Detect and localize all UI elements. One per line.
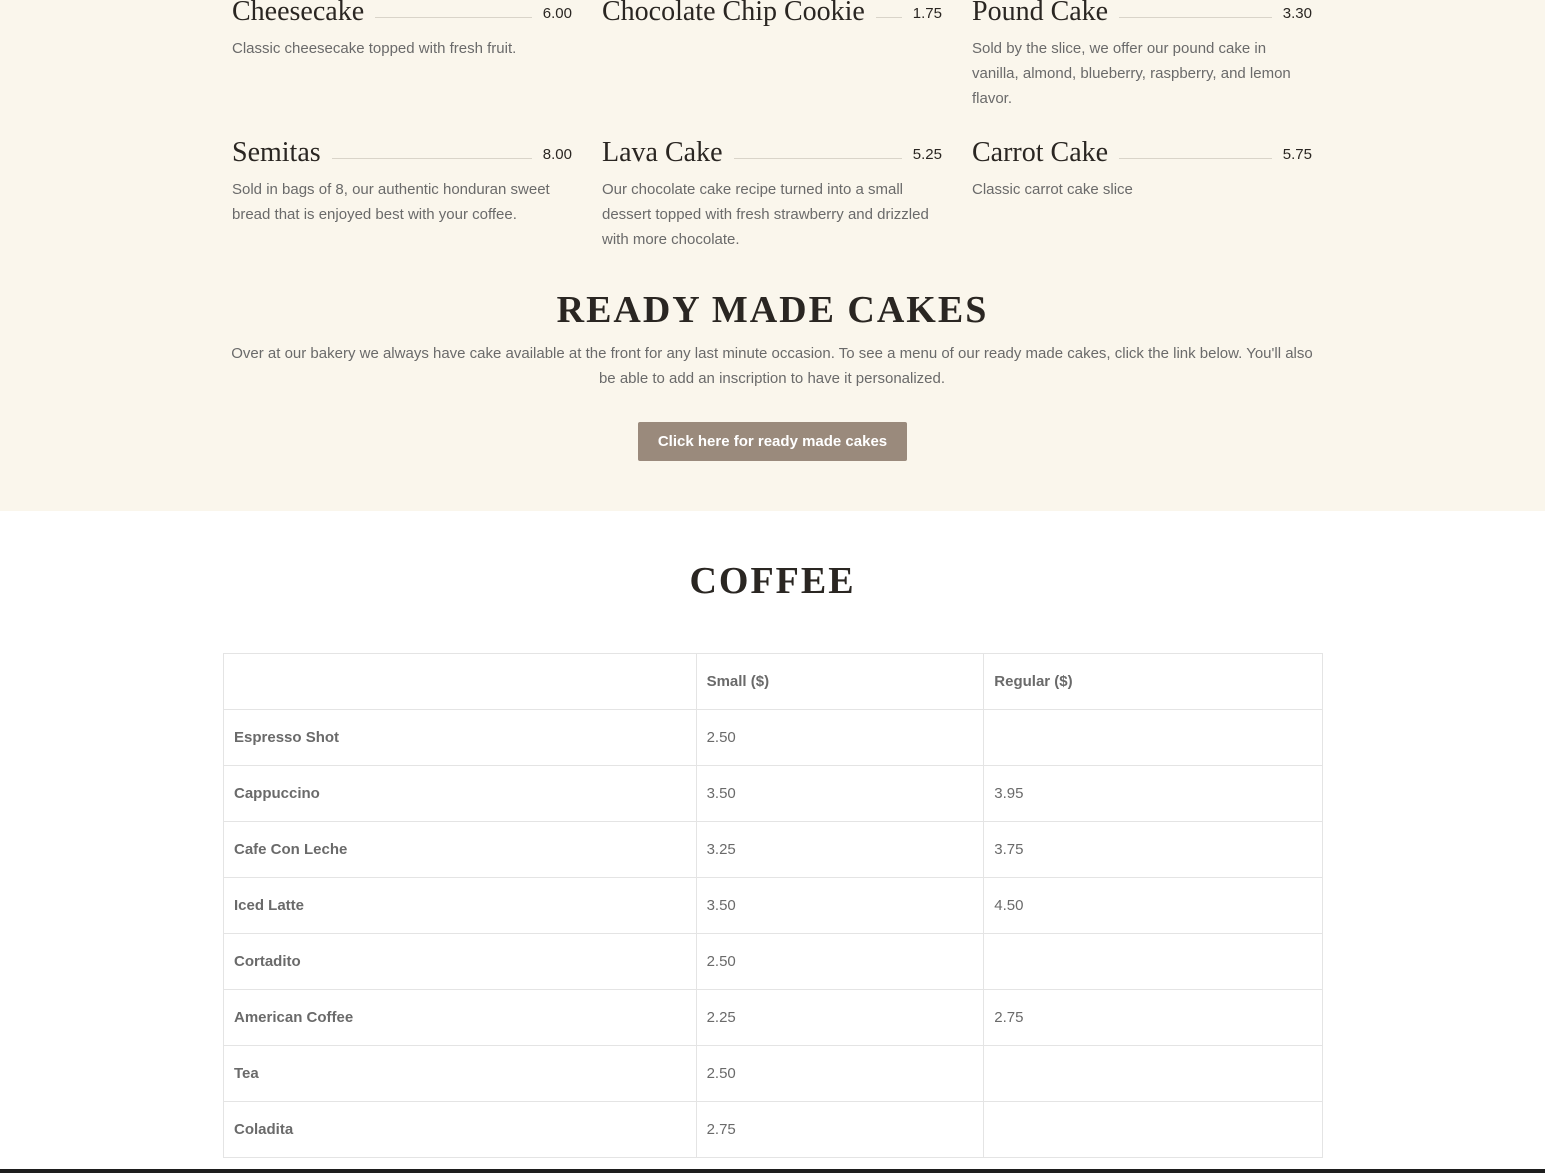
price-divider (375, 17, 532, 18)
column-header (224, 654, 697, 710)
drink-name: American Coffee (224, 990, 697, 1046)
regular-price: 3.75 (984, 822, 1323, 878)
page-bottom-border (0, 1169, 1545, 1173)
menu-item-description: Sold by the slice, we offer our pound cake in vanilla, almond, blueberry, raspberry, and lemon flavor. (972, 40, 1291, 107)
menu-item-description: Our chocolate cake recipe turned into a small dessert topped with fresh strawberry and drizzled with more chocolate. (602, 181, 929, 248)
menu-item-pound-cake (972, 0, 1312, 111)
table-row (224, 990, 1323, 1046)
menu-item-price: 5.25 (912, 146, 942, 163)
drink-name: Iced Latte (224, 878, 697, 934)
menu-item-name: Carrot Cake (972, 137, 1109, 168)
table-row (224, 766, 1323, 822)
drink-name: Tea (224, 1046, 697, 1102)
menu-item-name: Chocolate Chip Cookie (602, 0, 865, 27)
menu-item-price: 1.75 (912, 5, 942, 22)
regular-price (984, 934, 1323, 990)
column-header-small: Small ($) (696, 654, 984, 710)
menu-item-name: Cheesecake (232, 0, 365, 27)
table-header-row (224, 654, 1323, 710)
menu-item-semitas (232, 138, 572, 227)
drink-name: Espresso Shot (224, 710, 697, 766)
drink-name: Cortadito (224, 934, 697, 990)
price-divider (1119, 158, 1272, 159)
menu-item-cheesecake (232, 0, 572, 61)
regular-price: 2.75 (984, 990, 1323, 1046)
regular-price (984, 710, 1323, 766)
menu-item-lava-cake (602, 138, 942, 252)
menu-item-price: 6.00 (542, 5, 572, 22)
table-row (224, 822, 1323, 878)
menu-item-chocolate-chip-cookie (602, 0, 942, 36)
small-price: 2.75 (696, 1102, 984, 1158)
regular-price (984, 1046, 1323, 1102)
drink-name: Cafe Con Leche (224, 822, 697, 878)
menu-item-name: Semitas (232, 137, 321, 168)
menu-item-price: 5.75 (1282, 146, 1312, 163)
menu-item-name: Pound Cake (972, 0, 1109, 27)
price-divider (1119, 17, 1272, 18)
small-price: 2.50 (696, 1046, 984, 1102)
regular-price: 4.50 (984, 878, 1323, 934)
menu-item-description: Classic cheesecake topped with fresh fruit. (232, 40, 517, 57)
regular-price (984, 1102, 1323, 1158)
menu-item-description: Sold in bags of 8, our authentic honduran sweet bread that is enjoyed best with your coffee. (232, 181, 550, 223)
table-row (224, 1046, 1323, 1102)
coffee-price-table (223, 653, 1323, 1158)
menu-item-price: 8.00 (542, 146, 572, 163)
small-price: 2.50 (696, 710, 984, 766)
menu-item-carrot-cake (972, 138, 1312, 202)
price-divider (734, 158, 902, 159)
price-divider (332, 158, 532, 159)
table-row (224, 878, 1323, 934)
table-row (224, 710, 1323, 766)
price-divider (876, 17, 902, 18)
menu-item-name: Lava Cake (602, 137, 723, 168)
small-price: 2.50 (696, 934, 984, 990)
small-price: 3.50 (696, 766, 984, 822)
table-row (224, 1102, 1323, 1158)
small-price: 3.25 (696, 822, 984, 878)
small-price: 3.50 (696, 878, 984, 934)
ready-made-cakes-heading: READY MADE CAKES (556, 289, 989, 331)
table-row (224, 934, 1323, 990)
ready-made-cakes-intro: Over at our bakery we always have cake available at the front for any last minute occasion. To see a menu of our ready made cakes, click the link below. You'll also be able to add an inscription to have it personalized. (231, 345, 1313, 387)
coffee-heading: COFFEE (689, 560, 856, 602)
ready-made-cakes-button[interactable]: Click here for ready made cakes (638, 422, 907, 461)
menu-item-price: 3.30 (1282, 5, 1312, 22)
drink-name: Coladita (224, 1102, 697, 1158)
menu-item-description: Classic carrot cake slice (972, 181, 1133, 198)
regular-price: 3.95 (984, 766, 1323, 822)
small-price: 2.25 (696, 990, 984, 1046)
drink-name: Cappuccino (224, 766, 697, 822)
column-header-regular: Regular ($) (984, 654, 1323, 710)
